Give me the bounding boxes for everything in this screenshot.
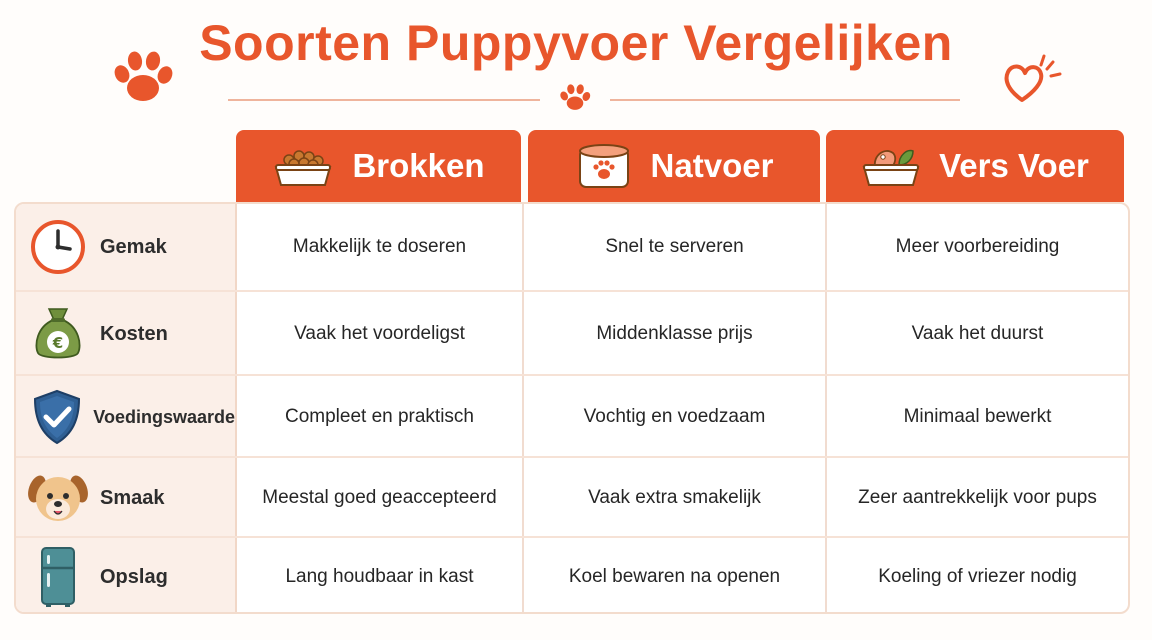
- row-label-cell: [16, 292, 237, 376]
- clock-icon: [29, 218, 87, 276]
- table-cell: Makkelijk te doseren: [237, 204, 524, 290]
- row-label: Gemak: [100, 235, 167, 258]
- paw-icon: [559, 83, 591, 113]
- row-label: Kosten: [100, 322, 168, 345]
- table-row-smaak: [16, 456, 1128, 538]
- table-cell: Vaak het duurst: [911, 323, 1044, 344]
- table-cell: Zeer aantrekkelijk voor pups: [858, 487, 1097, 508]
- table-cell: Vaak het voordeligst: [237, 292, 524, 376]
- heart-icon: [1000, 48, 1066, 108]
- column-header-vers-voer: [826, 130, 1124, 202]
- table-row-kosten: [16, 290, 1128, 376]
- column-header-label: Brokken: [352, 147, 485, 184]
- row-label-cell: [16, 204, 237, 290]
- page-title: Soorten Puppyvoer Vergelijken: [199, 15, 953, 71]
- table-cell: Snel te serveren: [524, 204, 827, 290]
- column-header-brokken: [236, 130, 521, 202]
- paw-icon: [112, 50, 174, 106]
- table-cell: Lang houdbaar in kast: [237, 538, 524, 614]
- table-row-opslag: [16, 536, 1128, 614]
- table-row-voedingswaarde: [16, 374, 1128, 458]
- row-label-cell: [16, 376, 237, 458]
- shield-check-icon: [30, 388, 84, 446]
- row-label-cell: [16, 458, 237, 538]
- wet-food-can-icon: [575, 141, 633, 191]
- row-label-cell: [16, 538, 237, 614]
- column-header-label: Natvoer: [650, 147, 774, 184]
- table-cell: Meer voorbereiding: [895, 236, 1060, 257]
- fridge-icon: [38, 546, 78, 608]
- table-row-gemak: [16, 204, 1128, 290]
- title-divider-right: [610, 99, 960, 101]
- table-cell: Vaak extra smakelijk: [524, 458, 827, 538]
- dog-face-icon: [27, 469, 89, 527]
- column-header-natvoer: [528, 130, 820, 202]
- table-cell: Vochtig en voedzaam: [524, 376, 827, 458]
- table-cell: Koel bewaren na openen: [524, 538, 827, 614]
- comparison-table: [14, 202, 1130, 614]
- table-cell: Minimaal bewerkt: [903, 406, 1052, 427]
- svg-text:€: €: [52, 334, 64, 352]
- table-cell: Meestal goed geaccepteerd: [237, 458, 524, 538]
- money-bag-icon: [31, 305, 85, 363]
- title-divider-left: [228, 99, 540, 101]
- table-cell: Middenklasse prijs: [524, 292, 827, 376]
- row-label: Smaak: [100, 486, 165, 509]
- table-cell: Compleet en praktisch: [237, 376, 524, 458]
- row-label: Opslag: [100, 565, 168, 588]
- row-label: Voedingswaarde: [93, 406, 235, 427]
- table-cell: Koeling of vriezer nodig: [878, 566, 1077, 587]
- kibble-bowl-icon: [272, 141, 334, 191]
- fresh-food-bowl-icon: [861, 141, 921, 191]
- column-header-label: Vers Voer: [939, 147, 1089, 184]
